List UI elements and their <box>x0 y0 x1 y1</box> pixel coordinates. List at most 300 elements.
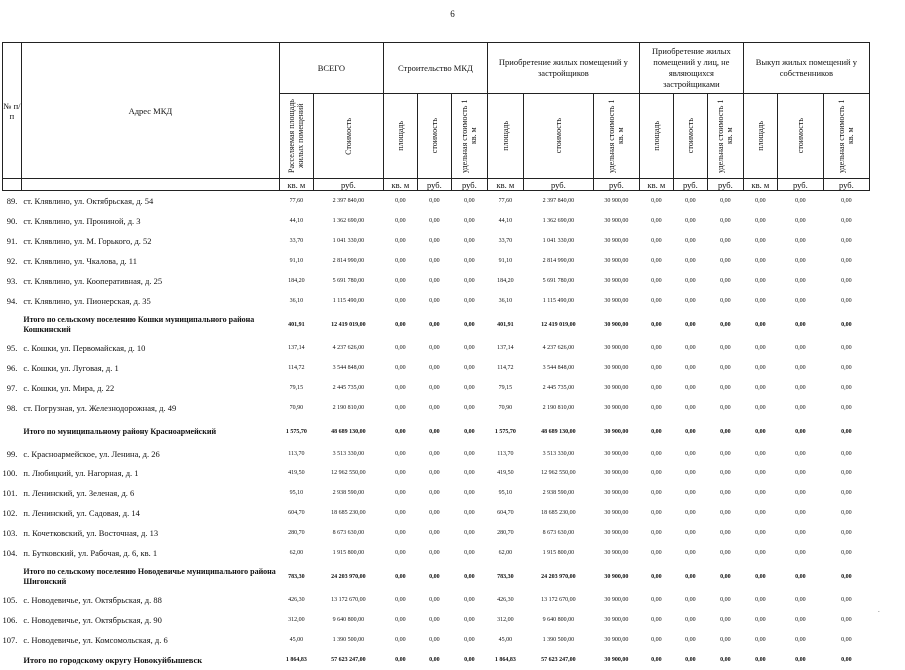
row-address: с. Новодевичье, ул. Октябрьская, д. 88 <box>21 590 279 610</box>
cell-value: 0,00 <box>823 311 869 338</box>
cell-value: 30 900,00 <box>593 211 639 231</box>
cell-value: 0,00 <box>673 563 707 590</box>
cell-value: 12 419 019,00 <box>523 311 593 338</box>
cell-value: 77,60 <box>279 191 313 212</box>
cell-value: 0,00 <box>823 251 869 271</box>
cell-value: 0,00 <box>639 418 673 445</box>
cell-value: 0,00 <box>777 251 823 271</box>
cell-value: 0,00 <box>777 418 823 445</box>
cell-value: 0,00 <box>673 338 707 358</box>
cell-value: 0,00 <box>777 311 823 338</box>
cell-value: 30 900,00 <box>593 523 639 543</box>
row-address: Итого по сельскому поселению Новодевичье муниципального района Шигонский <box>21 563 279 590</box>
cell-value: 0,00 <box>383 523 417 543</box>
cell-value: 401,91 <box>279 311 313 338</box>
cell-value: 13 172 670,00 <box>313 590 383 610</box>
cell-value: 0,00 <box>823 398 869 418</box>
group-developer-purchase-header: Приобретение жилых помещений у застройщиков <box>487 43 639 94</box>
cell-value: 783,30 <box>487 563 523 590</box>
cell-value: 8 673 630,00 <box>523 523 593 543</box>
cell-value: 0,00 <box>743 291 777 311</box>
cell-value: 12 962 550,00 <box>523 463 593 483</box>
cell-value: 0,00 <box>417 483 451 503</box>
cell-value: 0,00 <box>823 503 869 523</box>
cell-value: 0,00 <box>639 251 673 271</box>
row-number: 100. <box>3 463 22 483</box>
cell-value: 0,00 <box>707 311 743 338</box>
cell-value: 184,20 <box>487 271 523 291</box>
cell-value: 30 900,00 <box>593 338 639 358</box>
cell-value: 0,00 <box>707 191 743 212</box>
cell-value: 48 689 130,00 <box>313 418 383 445</box>
cell-value: 0,00 <box>743 523 777 543</box>
row-address: п. Ленинский, ул. Садовая, д. 14 <box>21 503 279 523</box>
cell-value: 95,10 <box>487 483 523 503</box>
cell-value: 1 115 490,00 <box>523 291 593 311</box>
cell-value: 604,70 <box>487 503 523 523</box>
row-address: п. Любицкий, ул. Нагорная, д. 1 <box>21 463 279 483</box>
cell-value: 44,10 <box>487 211 523 231</box>
table-row <box>3 358 870 378</box>
cell-value: 0,00 <box>451 338 487 358</box>
subcolumn-header: стоимость <box>417 94 451 179</box>
subcolumn-header: удельная стоимость 1 кв. м <box>823 94 869 179</box>
cell-value: 0,00 <box>417 338 451 358</box>
cell-value: 0,00 <box>451 191 487 212</box>
row-number: 105. <box>3 590 22 610</box>
row-address: ст. Клявлино, ул. Прониной, д. 3 <box>21 211 279 231</box>
cell-value: 33,70 <box>487 231 523 251</box>
cell-value: 0,00 <box>707 463 743 483</box>
cell-value: 0,00 <box>417 610 451 630</box>
cell-value: 0,00 <box>743 311 777 338</box>
table-row <box>3 271 870 291</box>
cell-value: 5 691 780,00 <box>523 271 593 291</box>
row-address: п. Бутковский, ул. Рабочая, д. 6, кв. 1 <box>21 543 279 563</box>
cell-value: 0,00 <box>383 543 417 563</box>
table-row <box>3 503 870 523</box>
cell-value: 0,00 <box>383 311 417 338</box>
cell-value: 2 445 735,00 <box>313 378 383 398</box>
cell-value: 0,00 <box>639 398 673 418</box>
cell-value: 0,00 <box>823 271 869 291</box>
cell-value: 0,00 <box>777 445 823 463</box>
cell-value: 0,00 <box>451 311 487 338</box>
unit-header: руб. <box>451 179 487 191</box>
row-address: с. Кошки, ул. Мира, д. 22 <box>21 378 279 398</box>
cell-value: 0,00 <box>707 650 743 670</box>
unit-header: кв. м <box>279 179 313 191</box>
cell-value: 0,00 <box>639 590 673 610</box>
row-address: с. Новодевичье, ул. Октябрьская, д. 90 <box>21 610 279 630</box>
cell-value: 0,00 <box>707 503 743 523</box>
cell-value: 280,70 <box>487 523 523 543</box>
cell-value: 0,00 <box>639 211 673 231</box>
cell-value: 0,00 <box>639 338 673 358</box>
table-row <box>3 610 870 630</box>
unit-header: руб. <box>523 179 593 191</box>
table-header <box>3 43 870 191</box>
cell-value: 0,00 <box>639 231 673 251</box>
row-number: 93. <box>3 271 22 291</box>
cell-value: 0,00 <box>777 650 823 670</box>
cell-value: 0,00 <box>823 523 869 543</box>
cell-value: 1 915 800,00 <box>523 543 593 563</box>
cell-value: 4 237 626,00 <box>313 338 383 358</box>
cell-value: 91,10 <box>487 251 523 271</box>
cell-value: 57 623 247,00 <box>523 650 593 670</box>
cell-value: 0,00 <box>451 483 487 503</box>
cell-value: 0,00 <box>743 630 777 650</box>
cell-value: 3 513 330,00 <box>313 445 383 463</box>
cell-value: 0,00 <box>743 398 777 418</box>
cell-value: 0,00 <box>823 630 869 650</box>
cell-value: 0,00 <box>451 503 487 523</box>
cell-value: 30 900,00 <box>593 590 639 610</box>
cell-value: 0,00 <box>823 378 869 398</box>
subcolumn-header: площадь <box>639 94 673 179</box>
cell-value: 0,00 <box>743 503 777 523</box>
table-row <box>3 398 870 418</box>
cell-value: 1 115 490,00 <box>313 291 383 311</box>
unit-header: руб. <box>313 179 383 191</box>
cell-value: 1 362 690,00 <box>313 211 383 231</box>
cell-value: 30 900,00 <box>593 650 639 670</box>
row-address: ст. Клявлино, ул. Чкалова, д. 11 <box>21 251 279 271</box>
cell-value: 0,00 <box>639 543 673 563</box>
cell-value: 0,00 <box>417 311 451 338</box>
cell-value: 0,00 <box>451 378 487 398</box>
cell-value: 3 513 330,00 <box>523 445 593 463</box>
cell-value: 0,00 <box>673 378 707 398</box>
cell-value: 0,00 <box>707 590 743 610</box>
cell-value: 0,00 <box>417 398 451 418</box>
cell-value: 30 900,00 <box>593 503 639 523</box>
cell-value: 0,00 <box>417 590 451 610</box>
subtotal-row <box>3 418 870 445</box>
cell-value: 0,00 <box>743 191 777 212</box>
table-row <box>3 630 870 650</box>
cell-value: 0,00 <box>451 231 487 251</box>
cell-value: 33,70 <box>279 231 313 251</box>
cell-value: 0,00 <box>417 463 451 483</box>
cell-value: 2 190 810,00 <box>313 398 383 418</box>
cell-value: 18 685 230,00 <box>313 503 383 523</box>
row-address: ст. Клявлино, ул. Октябрьская, д. 54 <box>21 191 279 212</box>
cell-value: 9 640 800,00 <box>523 610 593 630</box>
cell-value: 0,00 <box>823 191 869 212</box>
cell-value: 0,00 <box>743 251 777 271</box>
cell-value: 0,00 <box>383 191 417 212</box>
subcolumn-header: удельная стоимость 1 кв. м <box>451 94 487 179</box>
cell-value: 77,60 <box>487 191 523 212</box>
cell-value: 783,30 <box>279 563 313 590</box>
cell-value: 30 900,00 <box>593 271 639 291</box>
cell-value: 113,70 <box>279 445 313 463</box>
column-address-header: Адрес МКД <box>21 43 279 179</box>
cell-value: 0,00 <box>673 251 707 271</box>
table-row <box>3 650 870 670</box>
row-number: 97. <box>3 378 22 398</box>
cell-value: 1 041 330,00 <box>523 231 593 251</box>
cell-value: 0,00 <box>417 418 451 445</box>
cell-value: 0,00 <box>777 398 823 418</box>
cell-value: 0,00 <box>777 378 823 398</box>
cell-value: 0,00 <box>383 563 417 590</box>
row-address: с. Красноармейское, ул. Ленина, д. 26 <box>21 445 279 463</box>
row-number: 89. <box>3 191 22 212</box>
cell-value: 0,00 <box>707 231 743 251</box>
cell-value: 0,00 <box>743 358 777 378</box>
cell-value: 1 575,70 <box>279 418 313 445</box>
row-number <box>3 563 22 590</box>
unit-header: руб. <box>593 179 639 191</box>
cell-value: 0,00 <box>707 338 743 358</box>
cell-value: 0,00 <box>823 358 869 378</box>
cell-value: 0,00 <box>673 311 707 338</box>
table-row <box>3 463 870 483</box>
row-number: 106. <box>3 610 22 630</box>
cell-value: 45,00 <box>279 630 313 650</box>
row-number <box>3 311 22 338</box>
cell-value: 0,00 <box>743 563 777 590</box>
cell-value: 114,72 <box>487 358 523 378</box>
cell-value: 0,00 <box>673 543 707 563</box>
cell-value: 0,00 <box>743 543 777 563</box>
cell-value: 0,00 <box>383 398 417 418</box>
cell-value: 79,15 <box>487 378 523 398</box>
cell-value: 0,00 <box>707 563 743 590</box>
cell-value: 1 575,70 <box>487 418 523 445</box>
row-number: 104. <box>3 543 22 563</box>
cell-value: 30 900,00 <box>593 483 639 503</box>
row-address: ст. Погрузная, ул. Железнодорожная, д. 49 <box>21 398 279 418</box>
scan-mark: . <box>878 606 880 614</box>
cell-value: 0,00 <box>707 398 743 418</box>
row-number: 96. <box>3 358 22 378</box>
cell-value: 0,00 <box>743 211 777 231</box>
cell-value: 0,00 <box>673 610 707 630</box>
row-address: ст. Клявлино, ул. Пионерская, д. 35 <box>21 291 279 311</box>
cell-value: 426,30 <box>279 590 313 610</box>
cell-value: 0,00 <box>707 543 743 563</box>
cell-value: 0,00 <box>639 563 673 590</box>
cell-value: 0,00 <box>823 211 869 231</box>
cell-value: 0,00 <box>673 463 707 483</box>
cell-value: 0,00 <box>777 211 823 231</box>
cell-value: 0,00 <box>707 445 743 463</box>
cell-value: 30 900,00 <box>593 358 639 378</box>
cell-value: 0,00 <box>777 543 823 563</box>
group-construction-header: Строительство МКД <box>383 43 487 94</box>
cell-value: 0,00 <box>673 358 707 378</box>
table-body <box>3 191 870 670</box>
cell-value: 91,10 <box>279 251 313 271</box>
cell-value: 0,00 <box>383 251 417 271</box>
cell-value: 70,90 <box>279 398 313 418</box>
cell-value: 1 362 690,00 <box>523 211 593 231</box>
cell-value: 30 900,00 <box>593 311 639 338</box>
cell-value: 0,00 <box>451 358 487 378</box>
cell-value: 2 397 840,00 <box>523 191 593 212</box>
cell-value: 0,00 <box>639 378 673 398</box>
cell-value: 0,00 <box>639 503 673 523</box>
table-row <box>3 445 870 463</box>
cell-value: 62,00 <box>487 543 523 563</box>
cell-value: 0,00 <box>777 191 823 212</box>
cell-value: 13 172 670,00 <box>523 590 593 610</box>
group-total-header: ВСЕГО <box>279 43 383 94</box>
cell-value: 95,10 <box>279 483 313 503</box>
cell-value: 0,00 <box>417 231 451 251</box>
cell-value: 79,15 <box>279 378 313 398</box>
cell-value: 0,00 <box>673 503 707 523</box>
row-number <box>3 418 22 445</box>
cell-value: 0,00 <box>673 590 707 610</box>
cell-value: 280,70 <box>279 523 313 543</box>
cell-value: 1 864,83 <box>487 650 523 670</box>
cell-value: 0,00 <box>743 610 777 630</box>
cell-value: 2 814 990,00 <box>523 251 593 271</box>
cell-value: 5 691 780,00 <box>313 271 383 291</box>
cell-value: 0,00 <box>383 630 417 650</box>
cell-value: 426,30 <box>487 590 523 610</box>
row-number: 92. <box>3 251 22 271</box>
row-address: с. Кошки, ул. Первомайская, д. 10 <box>21 338 279 358</box>
cell-value: 0,00 <box>451 630 487 650</box>
table-row <box>3 291 870 311</box>
cell-value: 0,00 <box>743 483 777 503</box>
cell-value: 0,00 <box>777 271 823 291</box>
cell-value: 1 041 330,00 <box>313 231 383 251</box>
cell-value: 0,00 <box>707 358 743 378</box>
cell-value: 0,00 <box>777 358 823 378</box>
table-row <box>3 211 870 231</box>
row-address: ст. Клявлино, ул. М. Горького, д. 52 <box>21 231 279 251</box>
cell-value: 36,10 <box>487 291 523 311</box>
cell-value: 0,00 <box>383 378 417 398</box>
unit-header: кв. м <box>743 179 777 191</box>
cell-value: 0,00 <box>823 610 869 630</box>
cell-value: 30 900,00 <box>593 191 639 212</box>
cell-value: 0,00 <box>383 271 417 291</box>
row-address: п. Кочетковский, ул. Восточная, д. 13 <box>21 523 279 543</box>
cell-value: 57 623 247,00 <box>313 650 383 670</box>
unit-header: кв. м <box>487 179 523 191</box>
unit-header: руб. <box>823 179 869 191</box>
cell-value: 604,70 <box>279 503 313 523</box>
cell-value: 8 673 630,00 <box>313 523 383 543</box>
cell-value: 0,00 <box>743 271 777 291</box>
cell-value: 0,00 <box>417 191 451 212</box>
cell-value: 30 900,00 <box>593 610 639 630</box>
cell-value: 4 237 626,00 <box>523 338 593 358</box>
cell-value: 114,72 <box>279 358 313 378</box>
cell-value: 36,10 <box>279 291 313 311</box>
cell-value: 30 900,00 <box>593 231 639 251</box>
cell-value: 0,00 <box>417 543 451 563</box>
subcolumn-header: удельная стоимость 1 кв. м <box>707 94 743 179</box>
cell-value: 0,00 <box>777 590 823 610</box>
cell-value: 0,00 <box>639 311 673 338</box>
cell-value: 0,00 <box>707 610 743 630</box>
cell-value: 0,00 <box>451 211 487 231</box>
cell-value: 401,91 <box>487 311 523 338</box>
cell-value: 0,00 <box>639 463 673 483</box>
cell-value: 0,00 <box>823 231 869 251</box>
subcolumn-header: площадь <box>743 94 777 179</box>
cell-value: 0,00 <box>823 483 869 503</box>
cell-value: 30 900,00 <box>593 378 639 398</box>
table-row <box>3 378 870 398</box>
cell-value: 30 900,00 <box>593 291 639 311</box>
cell-value: 137,14 <box>487 338 523 358</box>
row-number: 94. <box>3 291 22 311</box>
cell-value: 30 900,00 <box>593 418 639 445</box>
cell-value: 0,00 <box>383 463 417 483</box>
cell-value: 1 390 500,00 <box>313 630 383 650</box>
subcolumn-header: удельная стоимость 1 кв. м <box>593 94 639 179</box>
cell-value: 0,00 <box>639 358 673 378</box>
cell-value: 0,00 <box>673 291 707 311</box>
cell-value: 0,00 <box>417 630 451 650</box>
cell-value: 0,00 <box>417 358 451 378</box>
cell-value: 24 203 970,00 <box>313 563 383 590</box>
group-buyout-header: Выкуп жилых помещений у собственников <box>743 43 869 94</box>
cell-value: 0,00 <box>451 418 487 445</box>
cell-value: 0,00 <box>383 418 417 445</box>
cell-value: 0,00 <box>451 291 487 311</box>
cell-value: 0,00 <box>383 650 417 670</box>
cell-value: 48 689 130,00 <box>523 418 593 445</box>
cell-value: 0,00 <box>743 418 777 445</box>
subcolumn-header: Расселяемая площадь жилых помещений <box>279 94 313 179</box>
cell-value: 0,00 <box>451 610 487 630</box>
cell-value: 0,00 <box>777 523 823 543</box>
cell-value: 0,00 <box>451 590 487 610</box>
cell-value: 0,00 <box>639 650 673 670</box>
cell-value: 0,00 <box>707 211 743 231</box>
cell-value: 0,00 <box>673 650 707 670</box>
cell-value: 0,00 <box>639 523 673 543</box>
group-nondeveloper-purchase-header: Приобретение жилых помещений у лиц, не являющихся застройщиками <box>639 43 743 94</box>
row-number: 101. <box>3 483 22 503</box>
cell-value: 9 640 800,00 <box>313 610 383 630</box>
cell-value: 0,00 <box>707 378 743 398</box>
cell-value: 0,00 <box>743 463 777 483</box>
cell-value: 0,00 <box>383 211 417 231</box>
cell-value: 0,00 <box>417 378 451 398</box>
cell-value: 3 544 848,00 <box>313 358 383 378</box>
cell-value: 0,00 <box>823 543 869 563</box>
unit-header: руб. <box>707 179 743 191</box>
cell-value: 0,00 <box>823 563 869 590</box>
cell-value: 0,00 <box>743 338 777 358</box>
cell-value: 70,90 <box>487 398 523 418</box>
cell-value: 0,00 <box>777 503 823 523</box>
cell-value: 0,00 <box>417 251 451 271</box>
subcolumn-header: площадь <box>383 94 417 179</box>
page-number: 6 <box>0 9 905 19</box>
cell-value: 0,00 <box>673 483 707 503</box>
cell-value: 0,00 <box>417 563 451 590</box>
cell-value: 0,00 <box>707 523 743 543</box>
cell-value: 2 445 735,00 <box>523 378 593 398</box>
cell-value: 0,00 <box>777 463 823 483</box>
table-row <box>3 231 870 251</box>
cell-value: 24 203 970,00 <box>523 563 593 590</box>
cell-value: 0,00 <box>673 398 707 418</box>
